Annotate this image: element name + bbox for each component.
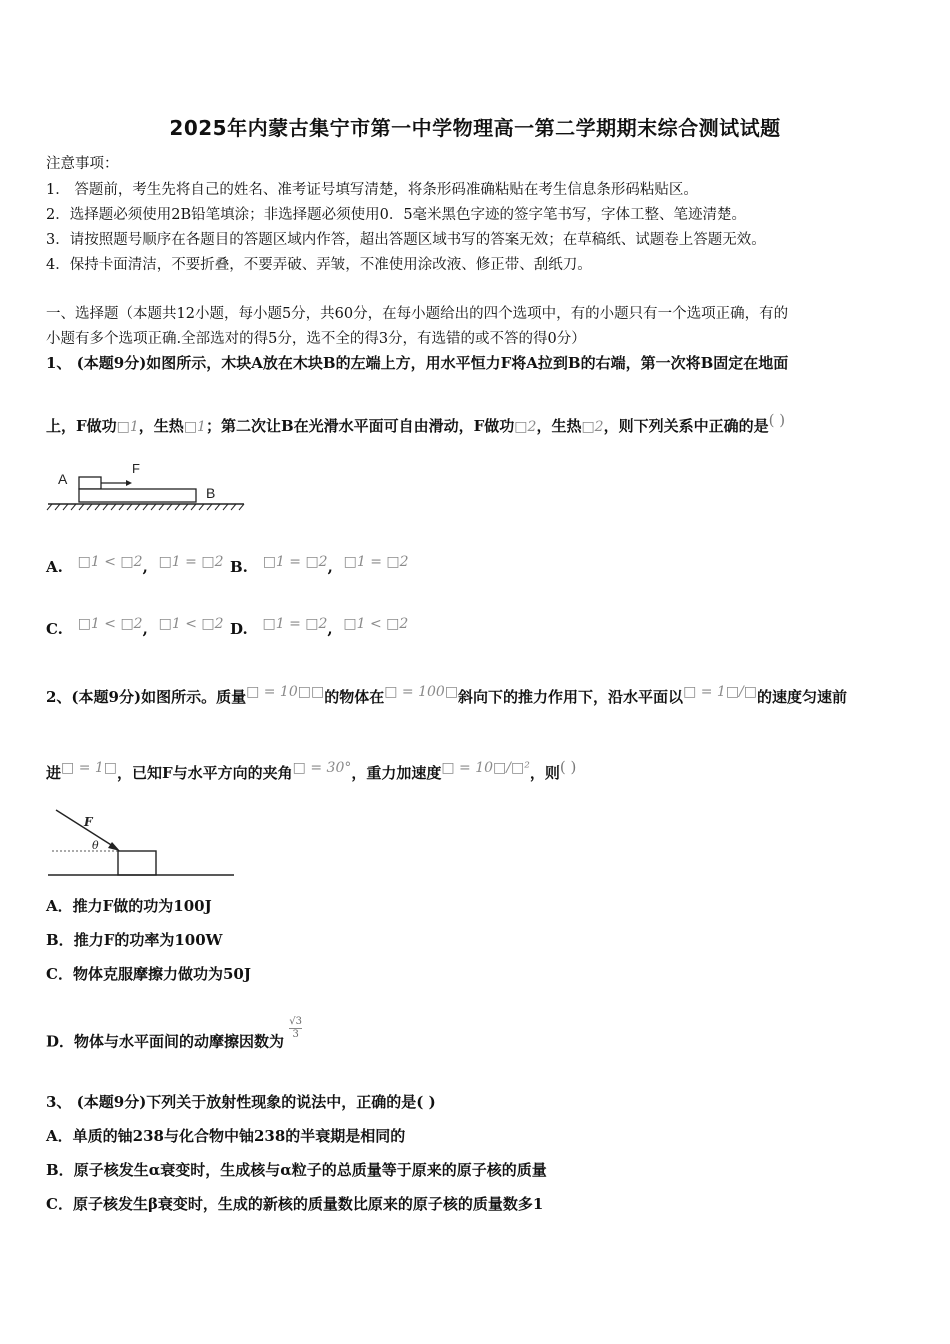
- option-letter: C．: [46, 965, 73, 983]
- option-expr: □1 = □2: [262, 554, 328, 570]
- q1-text: ，生热: [536, 417, 582, 435]
- option-expr: □1 < □2: [77, 554, 143, 570]
- q1-fig-label-a: A: [58, 471, 68, 487]
- option-expr: □1 < □2: [343, 616, 409, 632]
- option-expr: □1 = □2: [343, 554, 409, 570]
- q1-stem-line2: [46, 411, 786, 436]
- q2-stem-line2: [46, 758, 577, 783]
- q3-option-b: [46, 1159, 547, 1180]
- option-text: 推力F做的功为100J: [72, 897, 212, 915]
- option-sep: ,: [142, 620, 148, 638]
- section-instructions-line1: 一、选择题（本题共12小题，每小题5分，共60分，在每小题给出的四个选项中，有的小题只有一个选项正确，有的: [46, 306, 789, 322]
- option-letter: A.: [46, 558, 63, 576]
- q1-w2-symbol: □2: [514, 419, 537, 435]
- q2-distance-expr: □ = 1□: [61, 760, 118, 776]
- q1-w1-symbol: □1: [116, 419, 139, 435]
- option-sep: ,: [327, 558, 333, 576]
- q2-text: ，则: [529, 764, 560, 782]
- notice-item: 4．保持卡面清洁，不要折叠，不要弄破、弄皱，不准使用涂改液、修正带、刮纸刀。: [46, 257, 592, 273]
- option-expr: □1 < □2: [158, 616, 224, 632]
- option-expr: □1 = □2: [262, 616, 328, 632]
- q2-fig-label-theta: θ: [92, 839, 99, 852]
- q2-text: 进: [46, 764, 62, 782]
- option-letter: C．: [46, 1195, 73, 1213]
- q1-option-b: [230, 554, 409, 576]
- q2-answer-paren: ( ): [559, 758, 577, 776]
- q2-text: 的速度匀速前: [757, 688, 848, 706]
- q2-figure: [46, 806, 238, 882]
- q2-option-d: [46, 1016, 302, 1055]
- option-letter: A．: [46, 1127, 73, 1145]
- q1-fig-label-f: F: [132, 462, 140, 476]
- option-text: 推力F的功率为100W: [73, 931, 223, 949]
- q1-option-a: [46, 554, 224, 576]
- option-text: 原子核发生α衰变时，生成核与α粒子的总质量等于原来的原子核的质量: [73, 1161, 547, 1179]
- q1-fig-label-b: B: [206, 485, 216, 501]
- q1-q1-symbol: □1: [183, 419, 206, 435]
- q2-fig-label-f: F: [84, 815, 93, 829]
- q2-angle-expr: □ = 30°: [292, 760, 352, 776]
- q1-stem-line1: 1、 (本题9分)如图所示，木块A放在木块B的左端上方，用水平恒力F将A拉到B的右端，第一次将B固定在地面: [46, 354, 789, 372]
- q2-option-a: [46, 895, 212, 916]
- q1-option-d: [230, 616, 409, 638]
- section-instructions-line2: 小题有多个选项正确.全部选对的得5分，选不全的得3分，有选错的或不答的得0分）: [46, 331, 586, 347]
- q2-text: 的物体在: [324, 688, 385, 706]
- page-title: 2025年内蒙古集宁市第一中学物理高一第二学期期末综合测试试题: [169, 116, 781, 140]
- q2-text: 2、(本题9分)如图所示。质量: [46, 688, 247, 706]
- option-letter: C.: [46, 620, 63, 638]
- option-text: 物体克服摩擦力做功为50J: [72, 965, 251, 983]
- q1-option-c: [46, 616, 224, 638]
- notice-item: 3．请按照题号顺序在各题目的答题区域内作答，超出答题区域书写的答案无效；在草稿纸、试题卷上答题无效。: [46, 232, 766, 248]
- force-arrow-head: [126, 480, 132, 486]
- fraction-numerator: √3: [289, 1016, 302, 1027]
- fraction-denominator: 3: [292, 1029, 299, 1040]
- q2-stem-line1: [46, 686, 847, 707]
- option-letter: B.: [230, 558, 248, 576]
- option-expr: □1 = □2: [158, 554, 224, 570]
- q1-text: ；第二次让B在光滑水平面可自由滑动，F做功: [205, 417, 515, 435]
- notice-item: 2．选择题必须使用2B铅笔填涂；非选择题必须使用0．5毫米黑色字迹的签字笔书写，字体工整、笔迹清楚。: [46, 207, 747, 223]
- box: [118, 851, 156, 875]
- option-text: 原子核发生β衰变时，生成的新核的质量数比原来的原子核的质量数多1: [72, 1195, 544, 1213]
- q1-text: ，则下列关系中正确的是: [603, 417, 769, 435]
- option-sep: ,: [142, 558, 148, 576]
- q2-text: ，重力加速度: [351, 764, 442, 782]
- option-text: 物体与水平面间的动摩擦因数为: [74, 1032, 285, 1051]
- q2-mass-expr: □ = 10□□: [246, 684, 325, 700]
- q1-text: ，生热: [138, 417, 184, 435]
- block-a: [79, 477, 101, 489]
- notice-item: 1． 答题前，考生先将自己的姓名、准考证号填写清楚，将条形码准确粘贴在考生信息条形码粘贴区。: [46, 182, 698, 198]
- option-letter: D．: [46, 1032, 75, 1051]
- option-text: 单质的铀238与化合物中铀238的半衰期是相同的: [72, 1127, 406, 1145]
- q2-force-expr: □ = 100□: [384, 684, 459, 700]
- option-letter: B．: [46, 931, 74, 949]
- q1-text: 上，F做功: [46, 417, 117, 435]
- q2-gravity-expr: □ = 10□/□²: [441, 760, 530, 776]
- q1-answer-paren: ( ): [768, 411, 786, 429]
- option-sep: ,: [327, 620, 333, 638]
- notice-heading: 注意事项：: [46, 156, 119, 172]
- q2-text: ，已知F与水平方向的夹角: [117, 764, 293, 782]
- q3-stem: 3、 (本题9分)下列关于放射性现象的说法中，正确的是( ): [46, 1093, 436, 1111]
- q2-text: 斜向下的推力作用下，沿水平面以: [458, 688, 684, 706]
- q3-option-a: [46, 1125, 405, 1146]
- q2-option-b: [46, 929, 223, 950]
- block-b: [79, 489, 196, 502]
- option-letter: D.: [230, 620, 248, 638]
- ground-hatch: [47, 504, 244, 510]
- fraction: [289, 1016, 302, 1041]
- q1-q2-symbol: □2: [581, 419, 604, 435]
- q3-option-c: [46, 1193, 543, 1214]
- option-letter: B．: [46, 1161, 74, 1179]
- q2-option-c: [46, 963, 251, 984]
- option-expr: □1 < □2: [77, 616, 143, 632]
- option-letter: A．: [46, 897, 73, 915]
- q2-velocity-expr: □ = 1□/□: [683, 684, 757, 700]
- q1-figure: [44, 462, 250, 516]
